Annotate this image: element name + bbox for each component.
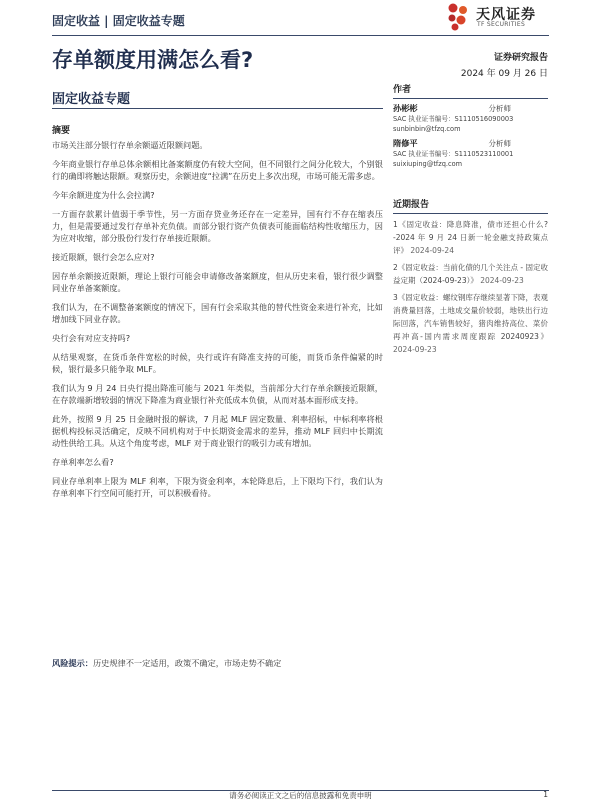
summary-question: 今年余额进度为什么会拉满? <box>52 190 155 200</box>
recent-report-item[interactable] <box>393 261 548 287</box>
summary-question: 存单利率怎么看? <box>52 457 114 467</box>
sidebar <box>393 82 548 360</box>
analyst-name: 隋修平 <box>393 138 418 148</box>
report-title: 存单额度用满怎么看? <box>52 48 254 72</box>
summary-paragraph: 同业存单利率上限为 MLF 利率，下限为资金利率，本轮降息后，上下限均下行，我们认为存单利率下行空间可能打开，可以积极看待。 <box>52 476 383 498</box>
footer-disclaimer: 请务必阅读正文之后的信息披露和免责申明 <box>229 791 372 800</box>
analyst-role: 分析师 <box>488 139 511 148</box>
risk-warning <box>52 658 281 669</box>
summary-question: 接近限额，银行会怎么应对? <box>52 252 155 262</box>
analyst-name: 孙彬彬 <box>393 103 418 113</box>
recent-report-item[interactable] <box>393 291 548 356</box>
company-logo <box>444 2 554 32</box>
recent-reports-heading: 近期报告 <box>393 197 548 214</box>
analyst-role: 分析师 <box>488 104 511 113</box>
risk-label: 风险提示： <box>52 658 93 668</box>
recent-report-title[interactable]: 1《固定收益：降息降准，债市还担心什么? -2024 年 9 月 24 日新一轮金融支持政策点评》 <box>393 220 548 255</box>
page-number: 1 <box>543 790 548 799</box>
summary-paragraph: 市场关注部分银行存单余额逼近限额问题。 <box>52 140 208 150</box>
summary-body <box>52 139 383 506</box>
breadcrumb: 固定收益 | 固定收益专题 <box>52 14 185 28</box>
report-date: 2024 年 09 月 26 日 <box>460 69 548 79</box>
recent-report-title[interactable]: 2《固定收益：当前化债的几个关注点 - 固定收益定期（2024-09-23）》 <box>393 263 548 285</box>
summary-question: 央行会有对应支持吗? <box>52 333 131 343</box>
summary-heading: 摘要 <box>52 126 71 136</box>
report-type: 证券研究报告 <box>493 53 548 63</box>
analyst-cert: SAC 执业证书编号：S1110523110001 <box>393 150 514 158</box>
analyst-email[interactable]: sunbinbin@tfzq.com <box>393 125 461 133</box>
summary-paragraph: 今年商业银行存单总体余额相比备案额度仍有较大空间，但不同银行之间分化较大，个别银行的确即将触达限额。观察历史，余额进度“拉满”在历史上多次出现，市场可能无需多虑。 <box>52 159 383 181</box>
summary-paragraph: 我们认为 9 月 24 日央行提出降准可能与 2021 年类似，当前部分大行存单余额接近限额，在存款端新增较弱的情况下降准为商业银行补充低成本负债，从而对基本面形成支持。 <box>52 383 383 405</box>
recent-report-title[interactable]: 3《固定收益：螺纹钢库存继续显著下降，表观消费量回落，土地成交量价较弱，地铁出行边际回落，汽车销售较好，猪肉维持高位、菜价再冲高-国内需求周度跟踪 20240923》 <box>393 293 548 341</box>
logo-mark-icon <box>444 2 472 32</box>
summary-paragraph: 我们认为，在不调整备案额度的情况下，国有行会采取其他的替代性资金来进行补充，比如增加线下同业存款。 <box>52 302 383 324</box>
summary-paragraph: 此外，按照 9 月 25 日金融时报的解读，7 月起 MLF 固定数量、利率招标，中标利率将根据机构投标灵活确定，反映不同机构对于中长期资金需求的差异，推动 MLF 回归中长期流动性供给工具。从这个角度考虑，MLF 对于商业银行的吸引力或有增加。 <box>52 414 383 448</box>
section-label: 固定收益专题 <box>52 92 131 107</box>
risk-text: 历史规律不一定适用，政策不确定，市场走势不确定 <box>92 658 282 668</box>
section-divider <box>52 108 383 109</box>
logo-text-cn: 天风证券 <box>476 7 536 23</box>
recent-report-item[interactable] <box>393 218 548 257</box>
logo-text-en: TF SECURITIES <box>477 21 526 28</box>
recent-report-date: 2024-09-23 <box>480 276 524 285</box>
analyst-cert: SAC 执业证书编号：S1110516090003 <box>393 115 514 123</box>
summary-paragraph: 因存单余额接近限额，理论上银行可能会申请修改备案额度，但从历史来看，银行很少调整同业存单备案额度。 <box>52 271 383 293</box>
analyst-card <box>393 138 548 169</box>
recent-report-date: 2024-09-24 <box>410 246 454 255</box>
summary-paragraph: 一方面存款累计值弱于季节性，另一方面存贷业务还存在一定差异，国有行不存在缩表压力，但是需要通过发行存单补充负债。而部分银行资产负债表可能面临结构性收缩压力，因为应对收缩，部分股份行发行存单接近限额。 <box>52 209 383 243</box>
header-divider <box>52 35 549 36</box>
analyst-email[interactable]: suixiuping@tfzq.com <box>393 160 463 168</box>
authors-heading: 作者 <box>393 82 548 99</box>
analyst-card <box>393 103 548 134</box>
summary-paragraph: 从结果观察，在货币条件宽松的时候，央行或许有降准支持的可能，而货币条件偏紧的时候，银行最多只能争取 MLF。 <box>52 352 383 374</box>
recent-report-date: 2024-09-23 <box>393 345 437 354</box>
